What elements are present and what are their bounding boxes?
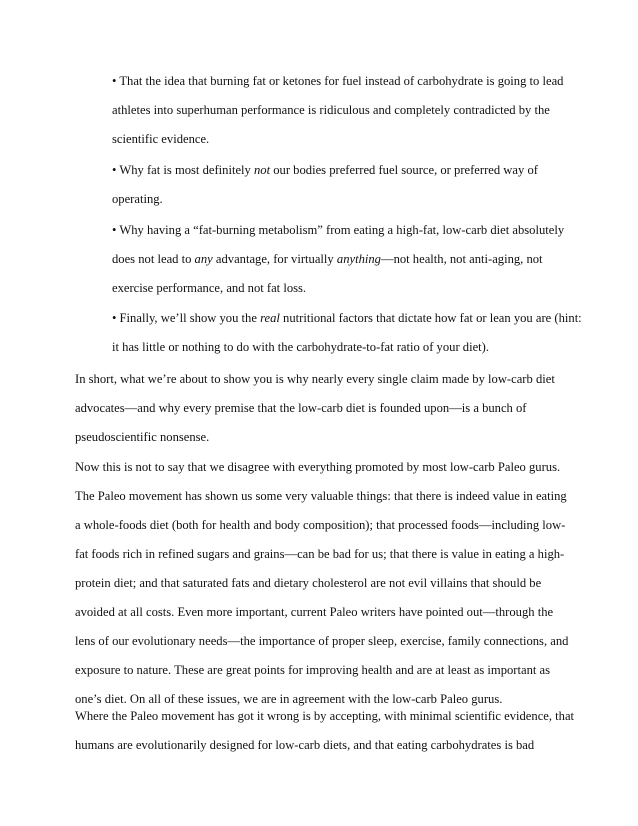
body-paragraph: Now this is not to say that we disagree with everything promoted by most low-carb Paleo gurus. The Paleo movement has shown us some very valuable things: that there is indeed value in eating a whole-foods diet (both for health and body composition); that processed foods—including low-fat foods rich in refined sugars and grains—can be bad for us; that there is value in eating a high-protein diet; and that saturated fats and dietary cholesterol are not evil villains that should be avoided at all costs. Even more important, current Paleo writers have pointed out—through the lens of our evolutionary needs—the importance of proper sleep, exercise, family connections, and exposure to nature. These are great points for improving health and are at least as important as one’s diet. On all of these issues, we are in agreement with the low-carb Paleo gurus.	[75, 460, 569, 706]
bullet-text: —not health, not anti-aging, not exercise performance, and not fat loss.	[112, 252, 543, 295]
bullet-item	[112, 216, 582, 303]
bullet-text: • Finally, we’ll show you the	[112, 311, 261, 325]
bullet-text: our bodies preferred fuel source, or preferred way of operating.	[112, 163, 538, 206]
bullet-text: nutritional factors that dictate how fat or lean you are (hint: it has little or nothing to do with the carbohydrate-to-fat ratio of your diet).	[112, 311, 582, 354]
body-paragraph: Where the Paleo movement has got it wrong is by accepting, with minimal scientific evidence, that humans are evolutionarily designed for low-carb diets, and that eating carbohydrates is bad	[75, 709, 575, 752]
emphasis-text: any	[194, 252, 213, 266]
emphasis-text: anything	[336, 252, 381, 266]
bullet-text: • That the idea that burning fat or ketones for fuel instead of carbohydrate is going to lead athletes into superhuman performance is ridiculous and completely contradicted by the scientific evidence.	[112, 74, 564, 146]
bullet-text: • Why having a “fat-burning metabolism” from eating a high-fat, low-carb diet absolutely does not lead to	[112, 223, 565, 266]
bullet-item	[112, 304, 582, 362]
bullet-text: • Why fat is most definitely	[112, 163, 254, 177]
bullet-text: advantage, for virtually	[212, 252, 337, 266]
emphasis-text: real	[260, 311, 280, 325]
bullet-item	[112, 67, 582, 154]
bullet-item	[112, 156, 582, 214]
body-paragraph: In short, what we’re about to show you is why nearly every single claim made by low-carb diet advocates—and why every premise that the low-carb diet is founded upon—is a bunch of pseudoscientific nonsense.	[75, 372, 555, 444]
emphasis-text: not	[254, 163, 271, 177]
